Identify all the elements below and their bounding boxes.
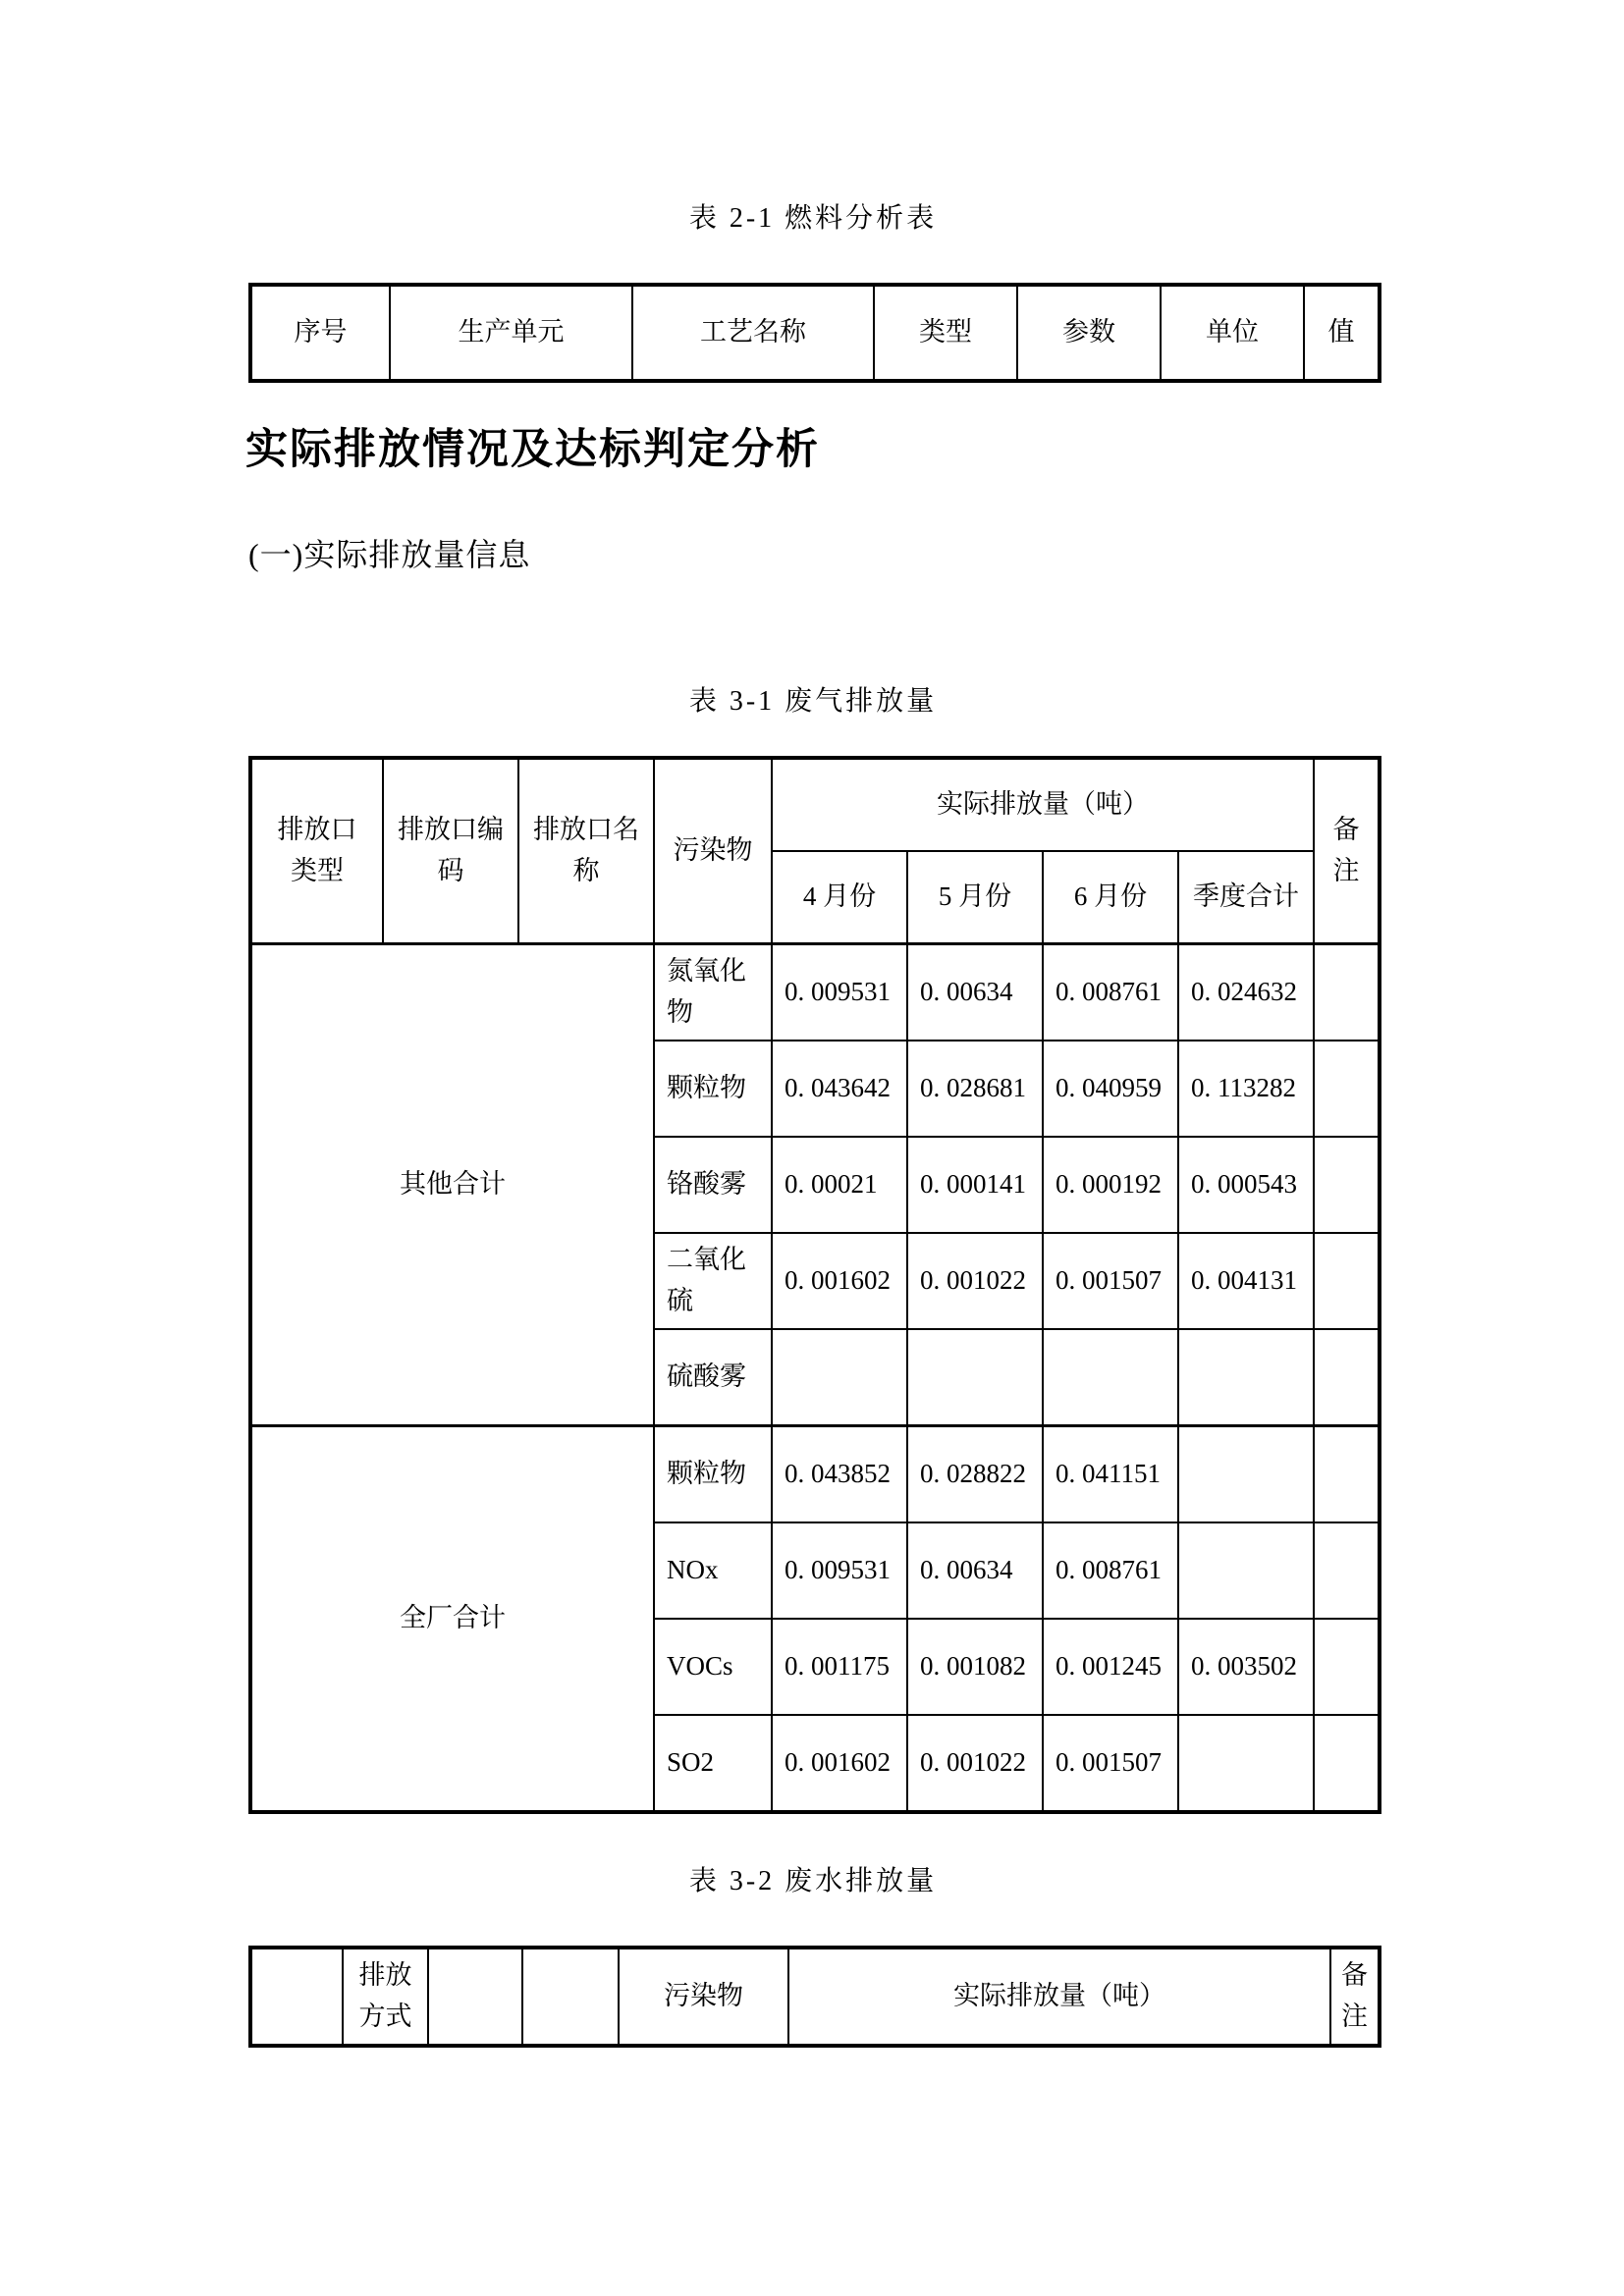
value-cell-m5: 0. 001082 [907,1619,1043,1715]
value-cell-m4: 0. 001175 [772,1619,907,1715]
table-3-2-caption: 表 3-2 废水排放量 [688,1866,938,1896]
fuel-analysis-table [248,283,1381,383]
remark-cell [1314,1426,1380,1523]
pollutant-cell: 硫酸雾 [654,1329,772,1426]
remark-cell [1314,1522,1380,1619]
remark-cell [1314,944,1380,1041]
remark-cell [1314,1041,1380,1137]
table-row [250,944,1380,1041]
value-cell-m4: 0. 009531 [772,1522,907,1619]
header-month-6: 6 月份 [1043,851,1178,944]
group-cell-plant-total: 全厂合计 [250,1426,654,1813]
value-cell-m6: 0. 001507 [1043,1715,1178,1812]
value-cell-m6: 0. 041151 [1043,1426,1178,1523]
pollutant-cell: VOCs [654,1619,772,1715]
header-unit: 单位 [1161,285,1304,381]
value-cell-m5: 0. 00634 [907,1522,1043,1619]
header-discharge-mode: 排放方式 [343,1948,428,2046]
header-outlet-name: 排放口名称 [518,758,654,944]
pollutant-cell: SO2 [654,1715,772,1812]
value-cell-quarter: 0. 000543 [1178,1137,1314,1233]
section-heading: 实际排放情况及达标判定分析 [245,427,820,473]
header-parameter: 参数 [1017,285,1161,381]
header-production-unit: 生产单元 [390,285,632,381]
table-header-row [250,758,1380,851]
value-cell-quarter: 0. 024632 [1178,944,1314,1041]
header-serial-number: 序号 [250,285,390,381]
table-header-row [250,285,1380,381]
header-month-5: 5 月份 [907,851,1043,944]
value-cell-m4: 0. 043852 [772,1426,907,1523]
value-cell-quarter: 0. 004131 [1178,1233,1314,1329]
value-cell-quarter [1178,1329,1314,1426]
header-blank-3 [522,1948,619,2046]
pollutant-cell: NOx [654,1522,772,1619]
pollutant-cell: 氮氧化物 [654,944,772,1041]
value-cell-m5: 0. 028681 [907,1041,1043,1137]
value-cell-m6: 0. 001245 [1043,1619,1178,1715]
remark-cell [1314,1137,1380,1233]
value-cell-m6: 0. 000192 [1043,1137,1178,1233]
header-outlet-type: 排放口类型 [250,758,383,944]
header-outlet-code: 排放口编码 [383,758,518,944]
value-cell-m5: 0. 001022 [907,1715,1043,1812]
header-process-name: 工艺名称 [632,285,874,381]
table-header-row [250,1948,1380,2046]
value-cell-m4: 0. 00021 [772,1137,907,1233]
pollutant-cell: 颗粒物 [654,1426,772,1523]
value-cell-m5 [907,1329,1043,1426]
value-cell-m4: 0. 001602 [772,1715,907,1812]
group-cell-other-total: 其他合计 [250,944,654,1426]
value-cell-m5: 0. 00634 [907,944,1043,1041]
value-cell-quarter [1178,1522,1314,1619]
value-cell-m5: 0. 001022 [907,1233,1043,1329]
table-2-1-caption: 表 2-1 燃料分析表 [688,203,938,234]
value-cell-m6 [1043,1329,1178,1426]
value-cell-m5: 0. 000141 [907,1137,1043,1233]
header-month-4: 4 月份 [772,851,907,944]
header-pollutant: 污染物 [654,758,772,944]
table-3-1-caption: 表 3-1 废气排放量 [688,686,938,717]
value-cell-m6: 0. 040959 [1043,1041,1178,1137]
value-cell-m6: 0. 001507 [1043,1233,1178,1329]
remark-cell [1314,1715,1380,1812]
value-cell-m6: 0. 008761 [1043,1522,1178,1619]
header-blank-2 [428,1948,522,2046]
header-pollutant: 污染物 [619,1948,788,2046]
value-cell-quarter: 0. 003502 [1178,1619,1314,1715]
value-cell-quarter [1178,1426,1314,1523]
remark-cell [1314,1619,1380,1715]
value-cell-m4: 0. 043642 [772,1041,907,1137]
value-cell-quarter: 0. 113282 [1178,1041,1314,1137]
header-type: 类型 [874,285,1017,381]
waste-water-emission-table [248,1946,1381,2048]
header-actual-emission: 实际排放量（吨） [788,1948,1330,2046]
table-row [250,1426,1380,1523]
header-blank-1 [250,1948,343,2046]
value-cell-m4: 0. 009531 [772,944,907,1041]
remark-cell [1314,1329,1380,1426]
value-cell-m4 [772,1329,907,1426]
header-remark: 备注 [1330,1948,1380,2046]
header-actual-emission: 实际排放量（吨） [772,758,1314,851]
pollutant-cell: 二氧化硫 [654,1233,772,1329]
header-remark: 备注 [1314,758,1380,944]
header-value: 值 [1304,285,1380,381]
sub-section-heading: (一)实际排放量信息 [248,537,531,572]
header-quarter-total: 季度合计 [1178,851,1314,944]
pollutant-cell: 铬酸雾 [654,1137,772,1233]
remark-cell [1314,1233,1380,1329]
pollutant-cell: 颗粒物 [654,1041,772,1137]
value-cell-m4: 0. 001602 [772,1233,907,1329]
waste-gas-emission-table [248,756,1381,1814]
value-cell-quarter [1178,1715,1314,1812]
value-cell-m5: 0. 028822 [907,1426,1043,1523]
value-cell-m6: 0. 008761 [1043,944,1178,1041]
